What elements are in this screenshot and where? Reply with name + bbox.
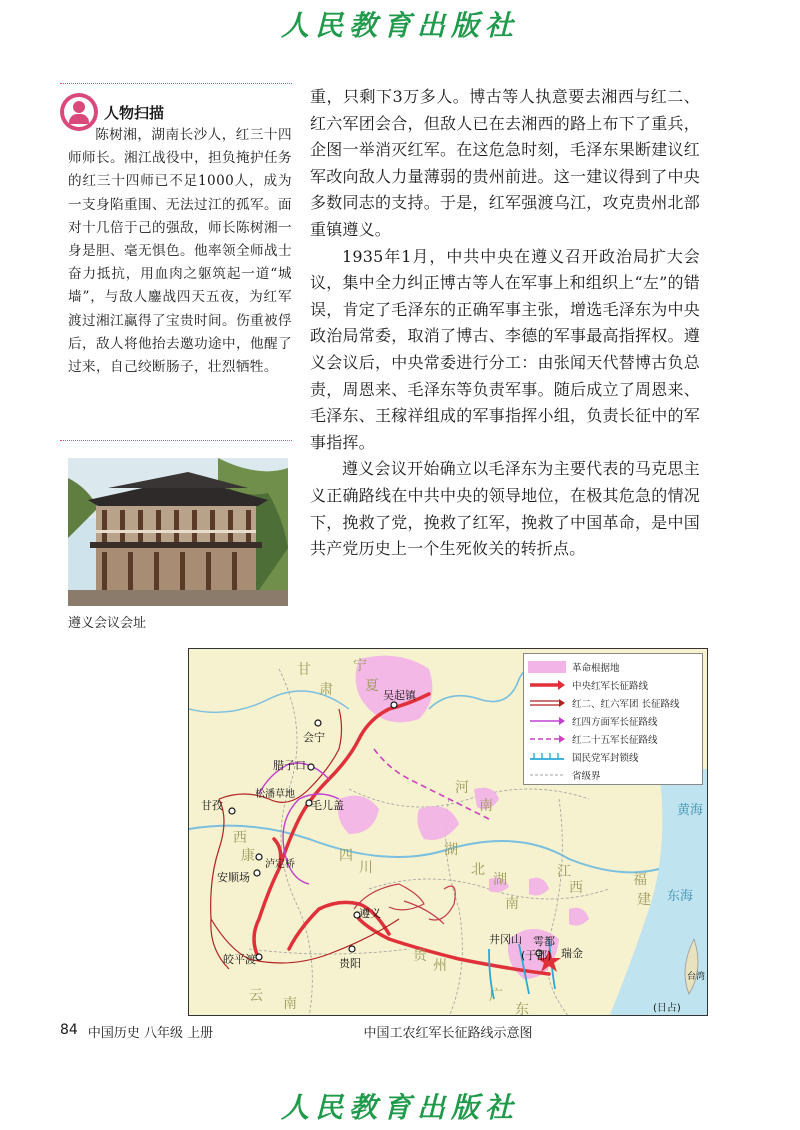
publisher-logo-bottom: 人民教育出版社 — [280, 1091, 519, 1124]
place-note: (日占) — [653, 1003, 681, 1014]
region-zhou: 州 — [433, 958, 447, 974]
place-jiaopingdu: 皎平渡 — [223, 953, 256, 966]
region-jian: 建 — [637, 892, 651, 908]
legend-fourth-swatch — [528, 715, 566, 727]
sidebar-title: 人物扫描 — [104, 103, 165, 122]
region-nan2: 南 — [505, 896, 519, 912]
legend-twentyfifth-swatch — [528, 733, 566, 745]
paragraph-1: 重，只剩下3万多人。博古等人执意要去湘西与红二、红六军团会合，但敌人已在去湘西的路上布下了重兵，企图一举消灭红军。在这危急时刻，毛泽东果断建议红军改向敌人力量薄弱的贵州前进。这一建议得到了中央多数同志的支持。于是，红军强渡乌江，攻克贵州北部重镇遵义。 — [310, 87, 700, 239]
legend-border-swatch — [528, 769, 566, 781]
sea-yellow: 黄海 — [677, 803, 704, 818]
legend-central-swatch — [528, 679, 566, 691]
place-ludingqiao: 泸定桥 — [265, 859, 295, 870]
region-si: 四 — [339, 848, 353, 864]
region-yun: 云 — [249, 988, 263, 1004]
place-guiyang: 贵阳 — [339, 957, 361, 970]
publisher-logo-top: 人民教育出版社 — [280, 9, 519, 42]
place-wuqizhen: 吴起镇 — [383, 689, 416, 702]
page-number: 84 — [60, 1022, 78, 1038]
region-gan: 甘 — [297, 662, 311, 678]
place-caodi: 松潘草地 — [255, 789, 295, 800]
region-chuan: 川 — [359, 860, 373, 876]
place-jinggangshan: 井冈山 — [489, 933, 522, 946]
sidebar-divider — [60, 440, 292, 441]
region-ning: 宁 — [353, 658, 367, 674]
region-kang: 康 — [241, 848, 255, 864]
photo-caption: 遵义会议会址 — [68, 616, 147, 631]
place-huining: 会宁 — [303, 731, 325, 744]
place-lazikou: 腊子口 — [273, 759, 306, 772]
region-hu: 湖 — [444, 842, 458, 858]
legend-item-twentyfifth: 红二十五军长征路线 — [528, 732, 658, 746]
legend-item-fourth: 红四方面军长征路线 — [528, 714, 658, 728]
legend-item-central: 中央红军长征路线 — [528, 678, 648, 692]
legend-item-blockade: 国民党军封锁线 — [528, 750, 639, 764]
long-march-route-map — [188, 648, 708, 1016]
book-title: 中国历史 八年级 上册 — [87, 1026, 214, 1041]
region-fu: 福 — [633, 872, 647, 888]
region-xia: 夏 — [365, 678, 379, 694]
legend-item-base: 革命根据地 — [528, 660, 620, 674]
region-dong: 东 — [515, 1002, 529, 1016]
region-xi: 西 — [233, 830, 247, 846]
legend-base-swatch — [528, 661, 566, 673]
region-gui: 贵 — [413, 948, 427, 964]
legend-blockade-swatch — [528, 751, 566, 763]
place-yudu: 雩都 — [533, 935, 555, 948]
region-guang: 广 — [489, 988, 503, 1004]
place-ganzi: 甘孜 — [201, 799, 223, 812]
region-bei: 北 — [471, 862, 485, 878]
sea-east: 东海 — [667, 889, 694, 904]
region-xi2: 西 — [569, 880, 583, 896]
sidebar-body-text: 陈树湘，湖南长沙人，红三十四师师长。湘江战役中，担负掩护任务的红三十四师已不足1000人，成为一支身陷重围、无法过江的孤军。面对十几倍于己的强敌，师长陈树湘一身是胆、毫无惧色。他率领全师战士奋力抵抗，用血肉之躯筑起一道“城墙”，与敌人鏖战四天五夜，为红军渡过湘江赢得了宝贵时间。伤重被俘后，敌人将他抬去邀功途中，他醒了过来，自己绞断肠子，壮烈牺牲。 — [68, 127, 292, 376]
person-icon — [60, 93, 98, 131]
legend-second-sixth-swatch — [528, 697, 566, 709]
region-jiang: 江 — [557, 864, 571, 880]
page-footer — [60, 1022, 213, 1041]
legend-item-second-sixth: 红二、红六军团 长征路线 — [528, 696, 680, 710]
region-nan: 南 — [479, 798, 493, 814]
region-nan3: 南 — [283, 996, 297, 1012]
paragraph-2: 1935年1月，中共中央在遵义召开政治局扩大会议，集中全力纠正博古等人在军事上和组织上“左”的错误，肯定了毛泽东的正确军事主张，增选毛泽东为中央政治局常委，取消了博古、李德的军事最高指挥权。遵义会议后，中央常委进行分工：由张闻天代替博古负总责，周恩来、毛泽东等负责军事。随后成立了周恩来、毛泽东、王稼祥组成的军事指挥小组，负责长征中的军事指挥。 — [310, 246, 700, 452]
region-he: 河 — [455, 780, 469, 796]
map-legend — [523, 653, 703, 785]
legend-item-border: 省级界 — [528, 768, 601, 782]
place-taiwan: 台湾 — [687, 972, 706, 982]
place-zunyi: 遵义 — [359, 907, 381, 920]
map-caption: 中国工农红军长征路线示意图 — [363, 1026, 533, 1041]
region-su: 肃 — [319, 682, 333, 698]
character-profile-sidebar — [60, 83, 292, 379]
main-text — [310, 84, 700, 563]
zunyi-meeting-site-photo — [68, 458, 288, 606]
paragraph-3: 遵义会议开始确立以毛泽东为主要代表的马克思主义正确路线在中共中央的领导地位，在极其危急的情况下，挽救了党，挽救了红军，挽救了中国革命，是中国共产党历史上一个生死攸关的转折点。 — [310, 459, 700, 559]
place-ruijin: 瑞金 — [561, 947, 583, 960]
place-anshunchang: 安顺场 — [217, 871, 250, 884]
place-maoergai: 毛儿盖 — [311, 799, 344, 812]
place-yudu-alt: (于都) — [521, 949, 552, 962]
region-hu2: 湖 — [493, 872, 507, 888]
